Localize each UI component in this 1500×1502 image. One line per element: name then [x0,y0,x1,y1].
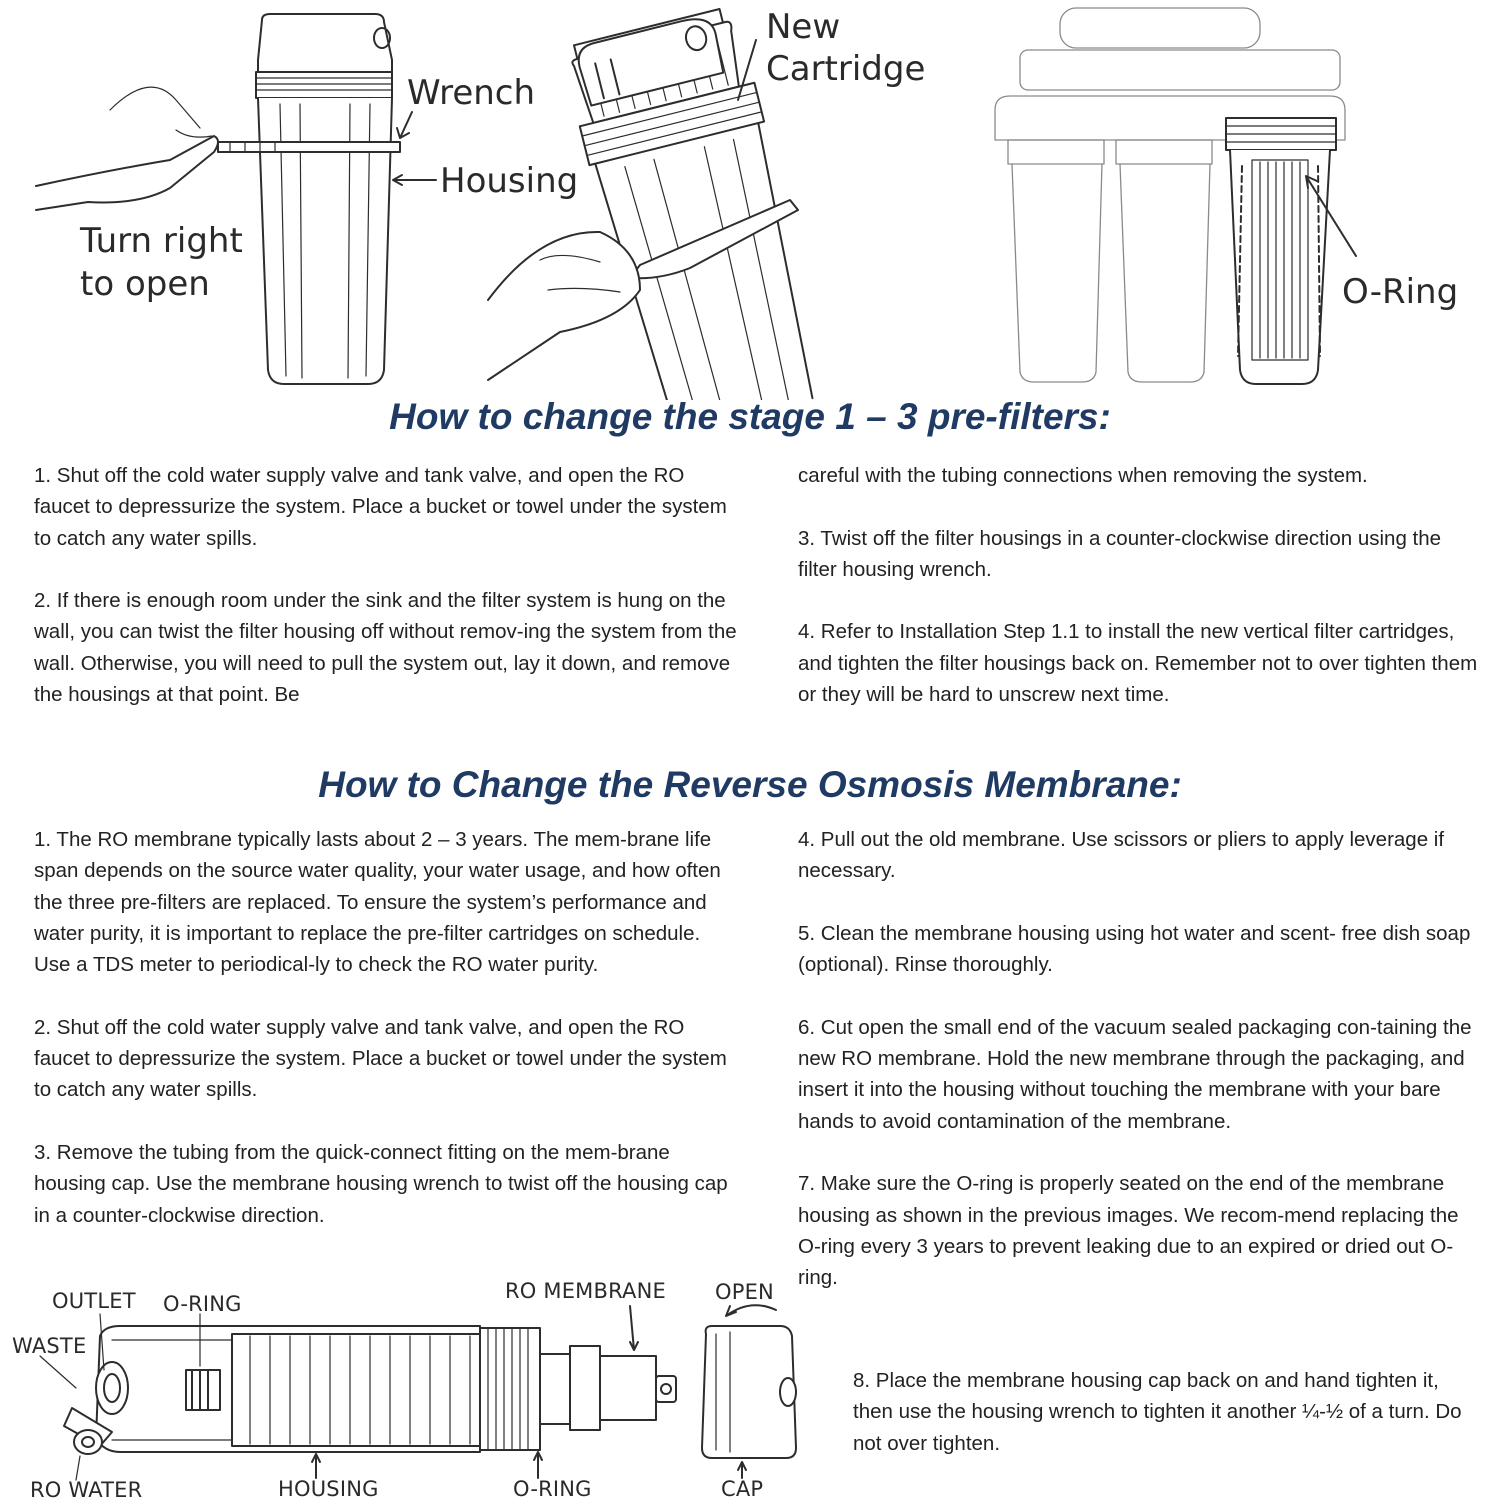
cartridge-label: Cartridge [766,49,926,89]
membrane-step-1: 1. The RO membrane typically lasts about 2 – 3 years. The mem-brane life span depends on the source water quality, your water usage, and how often the three pre-filters are replaced. To ensure the system’s performance and water purity, it is important to replace the pre-filter cartridges on schedule. Use a TDS meter to periodical-ly to check the RO water purity. [34,828,721,977]
ro-system-illustration [995,8,1356,384]
housing-bottom-label: HOUSING [278,1477,379,1501]
cap-label: CAP [721,1477,764,1501]
membrane-step-5: 5. Clean the membrane housing using hot water and scent- free dish soap (optional). Rinse thoroughly. [798,921,1471,977]
housing-label: Housing [440,161,579,201]
prefilter-step-1: 1. Shut off the cold water supply valve and tank valve, and open the RO faucet to depressurize the system. Place a bucket or towel under the system to catch any water spills. [34,464,727,550]
prefilter-step-4: 4. Refer to Installation Step 1.1 to install the new vertical filter cartridges, and tighten the filter housings back on. Remember not to over tighten them or they will be hard to unscrew next time. [798,620,1478,707]
hand-illustration [36,136,218,210]
top-illustrations [0,0,1500,400]
membrane-step-6: 6. Cut open the small end of the vacuum sealed packaging con-taining the new RO membrane. Hold the new membrane through the packaging, and insert it into the housing without touching the membrane with your bare hands to avoid contamination of the membrane. [798,1015,1472,1133]
open-label: OPEN [715,1280,774,1304]
hand-illustration-2 [488,232,640,380]
section-heading-membrane: How to Change the Reverse Osmosis Membrane: [318,764,1182,805]
ro-water-label: RO WATER [30,1478,143,1502]
membrane-step-8: 8. Place the membrane housing cap back on and hand tighten it, then use the housing wrench to tighten it another ¼-½ of a turn. Do not over tighten. [853,1369,1462,1455]
prefilters-left-column [34,460,739,710]
membrane-right-column [798,824,1478,1293]
membrane-step-7: 7. Make sure the O-ring is properly seated on the end of the membrane housing as shown in the previous images. We recom-mend replacing the O-ring every 3 years to prevent leaking due to an expired or dried out O-ring. [798,1172,1459,1290]
outlet-label: OUTLET [52,1289,136,1313]
wrench-label: Wrench [407,73,536,113]
ro-membrane-label: RO MEMBRANE [505,1279,666,1303]
section-heading-prefilters: How to change the stage 1 – 3 pre-filters: [389,396,1111,437]
turn-right-label: Turn right [80,221,243,261]
membrane-step-3: 3. Remove the tubing from the quick-connect fitting on the mem-brane housing cap. Use the membrane housing wrench to twist off the housing cap in a counter-clockwise direction. [34,1140,728,1227]
membrane-step-2: 2. Shut off the cold water supply valve and tank valve, and open the RO faucet to depressurize the system. Place a bucket or towel under the system to catch any water spills. [34,1015,727,1102]
membrane-step-8-block [853,1365,1478,1459]
prefilters-right-column [798,460,1478,710]
membrane-step-4: 4. Pull out the old membrane. Use scissors or pliers to apply leverage if necessary. [798,828,1445,883]
o-ring-top-label: O-RING [163,1292,242,1316]
waste-label: WASTE [12,1334,87,1358]
new-label: New [766,7,841,47]
prefilter-step-2: 2. If there is enough room under the sink and the filter system is hung on the wall, you can twist the filter housing off without remov-ing the system from the wall. Otherwise, you will need to pull the system out, lay it down, and remove the housings at that point. Be [34,589,737,707]
to-open-label: to open [80,264,210,304]
o-ring-bottom-label: O-RING [513,1477,592,1501]
filter-housing-illustration [256,14,392,384]
membrane-left-column [34,824,739,1231]
prefilter-step-3: 3. Twist off the filter housings in a counter-clockwise direction using the filter housing wrench. [798,526,1442,581]
o-ring-label: O-Ring [1342,272,1459,312]
prefilter-step-2-continued: careful with the tubing connections when removing the system. [798,464,1368,487]
